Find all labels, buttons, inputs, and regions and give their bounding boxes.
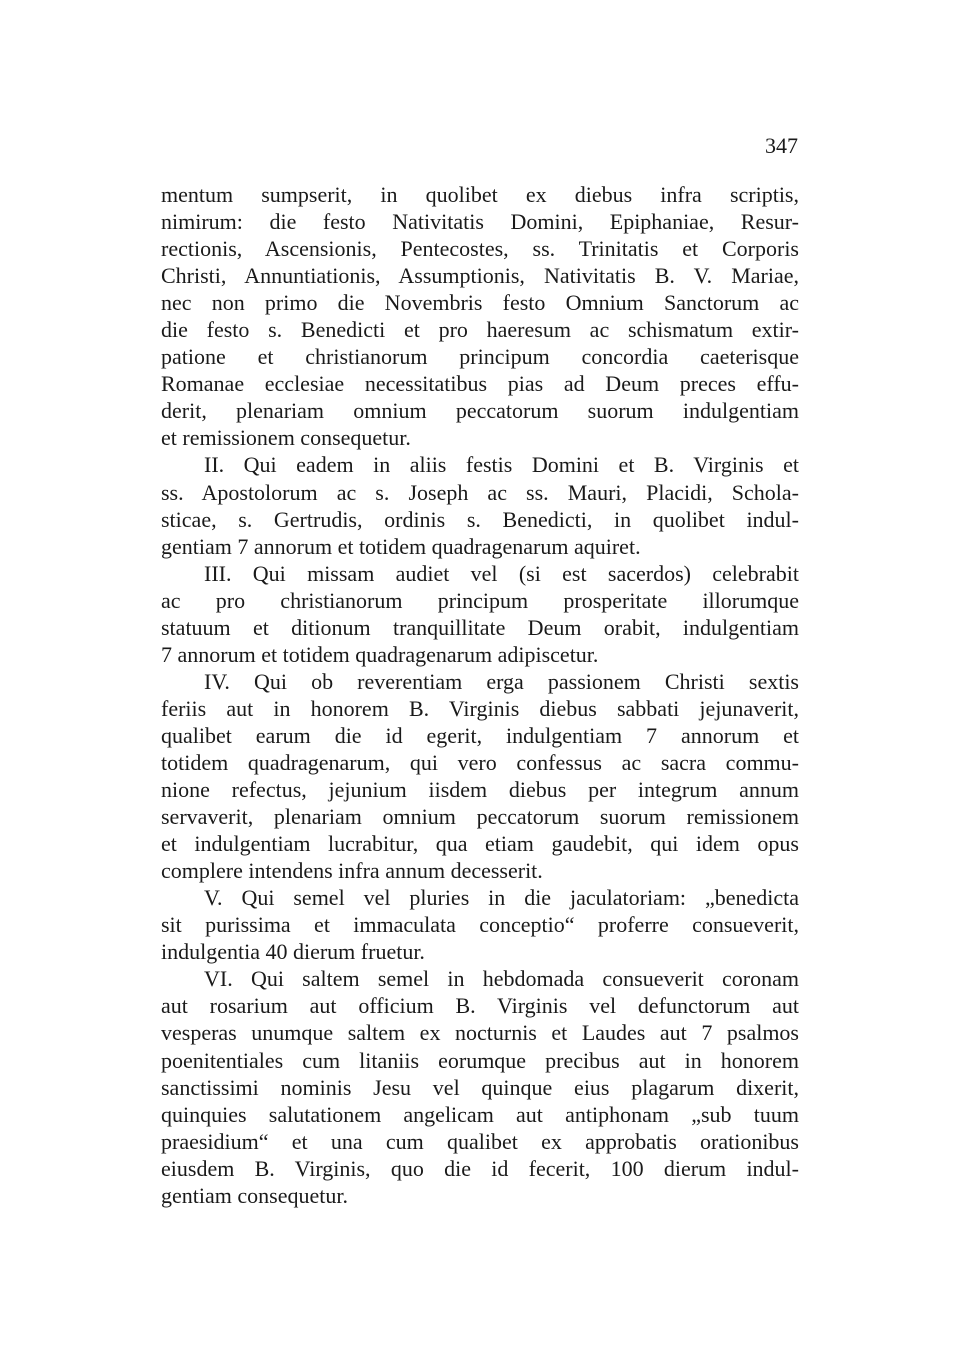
text-line: rectionis, Ascensionis, Pentecostes, ss. Trinitatis et Corporis bbox=[161, 236, 799, 262]
text-line: praesidium“ et una cum qualibet ex approbatis orationibus bbox=[161, 1128, 799, 1154]
text-line: nec non primo die Novembris festo Omnium Sanctorum ac bbox=[161, 290, 799, 316]
text-line: patione et christianorum principum concordia caeterisque bbox=[161, 344, 799, 370]
page-number: 347 bbox=[765, 133, 798, 158]
text-line: 7 annorum et totidem quadragenarum adipiscetur. bbox=[161, 641, 599, 667]
text-line: derit, plenariam omnium peccatorum suorum indulgentiam bbox=[161, 398, 799, 424]
text-line: servaverit, plenariam omnium peccatorum suorum remissionem bbox=[161, 804, 799, 830]
text-line: Christi, Annuntiationis, Assumptionis, Nativitatis B. V. Mariae, bbox=[161, 263, 799, 289]
text-line: aut rosarium aut officium B. Virginis vel defunctorum aut bbox=[161, 993, 799, 1019]
text-line: Romanae ecclesiae necessitatibus pias ad Deum preces effu- bbox=[161, 371, 799, 397]
text-line: qualibet earum die id egerit, indulgentiam 7 annorum et bbox=[161, 722, 799, 748]
text-body bbox=[161, 181, 799, 1209]
text-line: sanctissimi nominis Jesu vel quinque eius plagarum dixerit, bbox=[161, 1074, 799, 1100]
text-line: indulgentia 40 dierum fruetur. bbox=[161, 939, 425, 965]
paragraph bbox=[161, 181, 799, 451]
paragraph bbox=[161, 965, 799, 1208]
text-line: gentiam 7 annorum et totidem quadragenarum aquiret. bbox=[161, 533, 641, 559]
text-line: V. Qui semel vel pluries in die jaculatoriam: „benedicta bbox=[204, 885, 799, 911]
text-line: die festo s. Benedicti et pro haeresum ac schismatum extir- bbox=[161, 317, 799, 343]
text-line: quinquies salutationem angelicam aut antiphonam „sub tuum bbox=[161, 1101, 799, 1127]
text-line: ac pro christianorum principum prosperitate illorumque bbox=[161, 587, 799, 613]
text-line: complere intendens infra annum decesserit. bbox=[161, 858, 543, 884]
text-line: eiusdem B. Virginis, quo die id fecerit, 100 dierum indul- bbox=[161, 1155, 799, 1181]
text-line: feriis aut in honorem B. Virginis diebus sabbati jejunaverit, bbox=[161, 695, 799, 721]
text-line: VI. Qui saltem semel in hebdomada consueverit coronam bbox=[204, 966, 799, 992]
paragraph bbox=[161, 884, 799, 965]
text-line: sit purissima et immaculata conceptio“ proferre consueverit, bbox=[161, 912, 799, 938]
text-line: ss. Apostolorum ac s. Joseph ac ss. Mauri, Placidi, Schola- bbox=[161, 479, 799, 505]
text-line: totidem quadragenarum, qui vero confessus ac sacra commu- bbox=[161, 749, 799, 775]
paragraph bbox=[161, 668, 799, 884]
paragraph bbox=[161, 451, 799, 559]
text-line: nione refectus, jejunium iisdem diebus per integrum annum bbox=[161, 777, 799, 803]
text-line: et indulgentiam lucrabitur, qua etiam gaudebit, qui idem opus bbox=[161, 831, 799, 857]
text-line: II. Qui eadem in aliis festis Domini et B. Virginis et bbox=[204, 452, 799, 478]
text-line: mentum sumpserit, in quolibet ex diebus infra scriptis, bbox=[161, 182, 799, 207]
text-line: et remissionem consequetur. bbox=[161, 425, 411, 451]
text-line: III. Qui missam audiet vel (si est sacerdos) celebrabit bbox=[204, 560, 799, 586]
text-line: statuum et ditionum tranquillitate Deum orabit, indulgentiam bbox=[161, 614, 799, 640]
text-line: vesperas unumque saltem ex nocturnis et Laudes aut 7 psalmos bbox=[161, 1020, 799, 1046]
text-line: nimirum: die festo Nativitatis Domini, Epiphaniae, Resur- bbox=[161, 209, 799, 235]
paragraph bbox=[161, 560, 799, 668]
text-line: poenitentiales cum litaniis eorumque precibus aut in honorem bbox=[161, 1047, 799, 1073]
text-line: IV. Qui ob reverentiam erga passionem Christi sextis bbox=[204, 668, 799, 694]
text-line: sticae, s. Gertrudis, ordinis s. Benedicti, in quolibet indul- bbox=[161, 506, 799, 532]
text-line: gentiam consequetur. bbox=[161, 1182, 348, 1208]
